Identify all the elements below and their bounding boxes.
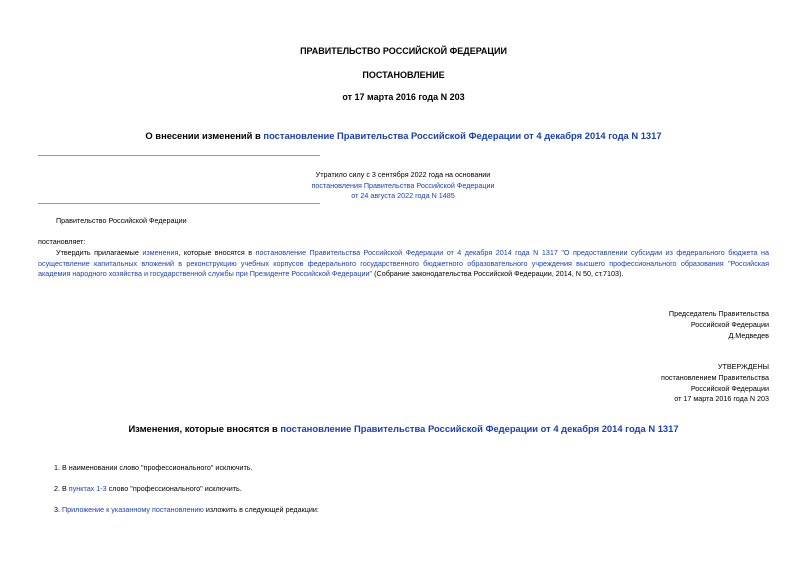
intro-text: Правительство Российской Федерации [56, 216, 187, 225]
paragraph-end: (Собрание законодательства Российской Федерации, 2014, N 50, ст.7103). [372, 269, 624, 279]
points-1-3-link[interactable]: пунктах 1-3 [68, 484, 107, 493]
status-note-text: Утратило силу с 3 сентября 2022 года на основании [315, 170, 491, 179]
change-item-2 [54, 484, 242, 493]
approved-by: постановлением Правительства [661, 372, 769, 382]
document-title [0, 130, 807, 141]
approved-date: от 17 марта 2016 года N 203 [674, 394, 769, 404]
change-item-1: 1. В наименовании слово "профессионального" исключить. [54, 463, 253, 472]
item-2-suffix: слово "профессионального" исключить. [106, 484, 242, 493]
item-3-prefix: 3. [54, 505, 62, 514]
amended-resolution-link[interactable]: постановление Правительства Российской Федерации от 4 декабря 2014 года N 1317 [263, 130, 662, 141]
change-item-3 [54, 505, 319, 514]
resolution-paragraph [38, 248, 769, 280]
repeal-resolution-link[interactable]: постановления Правительства Российской Федерации [311, 180, 495, 190]
top-divider [38, 155, 320, 156]
resolution-1317-link[interactable]: постановление Правительства Российской Федерации от 4 декабря 2014 года N 1317 "О предоставлении субсидии из федерального бюджета на осуществление капитальных вложений в реконструкцию учебных корпусов федерального государственного бюджетного образовательного учреждения высшего профессионального образования "Российская академия народного хозяйства и государственной службы при Президенте Российской Федерации" [38, 248, 769, 279]
repeal-resolution-date-link[interactable]: от 24 августа 2022 года N 1485 [351, 191, 455, 200]
approved-block [469, 362, 769, 405]
approved-organization: Российской Федерации [690, 383, 769, 393]
signature-name: Д.Медведев [728, 330, 769, 340]
item-2-prefix: 2. В [54, 484, 69, 493]
changes-title [0, 423, 807, 434]
changes-title-prefix: Изменения, которые вносятся в [128, 423, 281, 434]
bottom-divider [38, 203, 320, 204]
title-prefix: О внесении изменений в [145, 130, 264, 141]
item-3-suffix: изложить в следующей редакции: [203, 505, 319, 514]
appendix-link[interactable]: Приложение к указанному постановлению [62, 505, 204, 514]
signature-organization: Российской Федерации [690, 319, 769, 329]
paragraph-mid: , которые вносятся в [178, 248, 256, 257]
changes-resolution-link[interactable]: постановление Правительства Российской Федерации от 4 декабря 2014 года N 1317 [280, 423, 679, 434]
paragraph-start: Утвердить прилагаемые [56, 248, 143, 257]
signature-block [469, 309, 769, 341]
government-heading: ПРАВИТЕЛЬСТВО РОССИЙСКОЙ ФЕДЕРАЦИИ [300, 46, 507, 56]
approved-label: УТВЕРЖДЕНЫ [717, 362, 769, 371]
document-date-number: от 17 марта 2016 года N 203 [342, 92, 465, 102]
changes-link[interactable]: изменения [142, 248, 179, 257]
signature-position: Председатель Правительства [668, 309, 769, 318]
document-type: ПОСТАНОВЛЕНИЕ [362, 70, 445, 80]
decides-text: постановляет: [38, 237, 86, 246]
status-note [230, 170, 576, 202]
